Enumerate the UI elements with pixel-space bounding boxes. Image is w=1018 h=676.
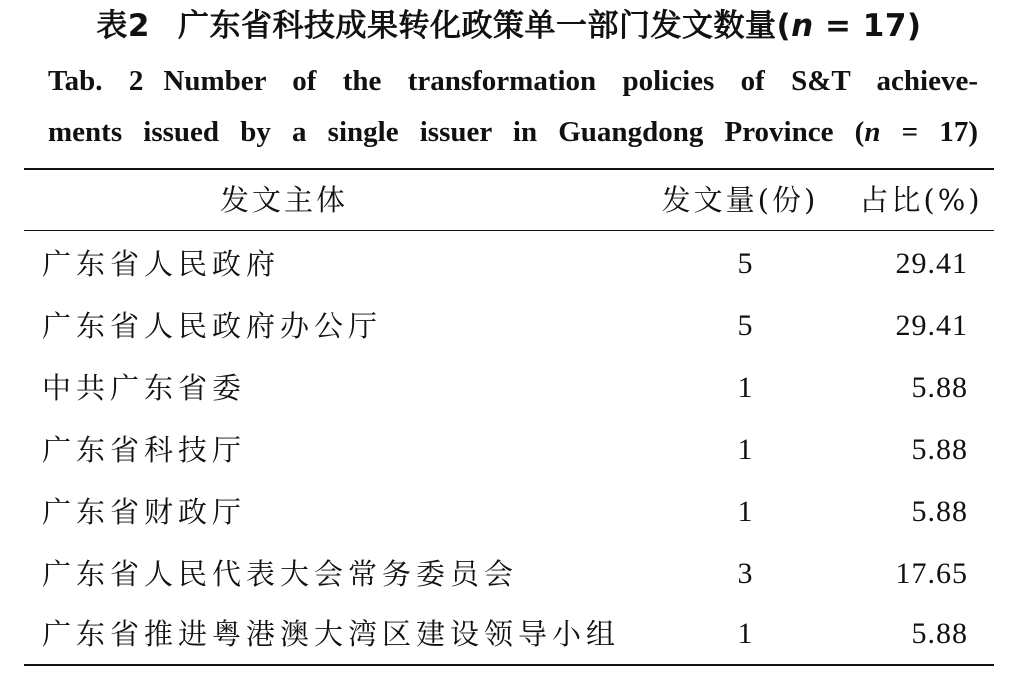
caption-cn-title: 广东省科技成果转化政策单一部门发文数量	[177, 8, 777, 44]
table-row	[0, 233, 1018, 295]
column-header-share: 占比(%)	[859, 183, 983, 217]
count-cell: 3	[737, 557, 753, 590]
issuer-cell: 广东省人民政府办公厅	[42, 309, 383, 343]
count-cell: 1	[737, 371, 753, 404]
issuer-cell: 广东省财政厅	[42, 495, 247, 529]
column-header-issuer: 发文主体	[219, 183, 348, 217]
count-cell: 1	[737, 495, 753, 528]
table-caption-chinese	[0, 4, 1018, 48]
issuer-cell: 广东省人民代表大会常务委员会	[42, 557, 519, 591]
table-header-rule	[24, 230, 994, 231]
caption-en-line2: ments issued by a single issuer in Guangdong Province	[48, 116, 834, 148]
table-row	[0, 481, 1018, 543]
table-top-rule	[24, 168, 994, 170]
issuer-cell: 中共广东省委	[42, 371, 247, 405]
share-cell: 29.41	[895, 247, 968, 280]
share-cell: 5.88	[911, 617, 968, 650]
table-bottom-rule	[24, 664, 994, 666]
table-caption-english-line2	[48, 107, 978, 157]
caption-en-label: Tab. 2	[48, 65, 144, 97]
count-cell: 5	[737, 309, 753, 342]
count-cell: 5	[737, 247, 753, 280]
table-row	[0, 543, 1018, 605]
caption-en-sample-size: (n = 17)	[854, 116, 978, 148]
share-cell: 29.41	[895, 309, 968, 342]
table-row	[0, 295, 1018, 357]
table-caption-english-line1	[48, 56, 978, 106]
share-cell: 17.65	[895, 557, 968, 590]
caption-en-line1: Number of the transformation policies of S&T achieve-	[163, 65, 978, 97]
count-cell: 1	[737, 433, 753, 466]
column-header-count: 发文量(份)	[661, 183, 819, 217]
table-row	[0, 357, 1018, 419]
table-row	[0, 603, 1018, 665]
issuer-cell: 广东省科技厅	[42, 433, 247, 467]
share-cell: 5.88	[911, 371, 968, 404]
share-cell: 5.88	[911, 433, 968, 466]
share-cell: 5.88	[911, 495, 968, 528]
issuer-cell: 广东省推进粤港澳大湾区建设领导小组	[42, 617, 621, 651]
issuer-cell: 广东省人民政府	[42, 247, 281, 281]
caption-cn-label: 表2	[96, 8, 150, 44]
caption-cn-sample-size: (n = 17)	[776, 8, 922, 44]
count-cell: 1	[737, 617, 753, 650]
table-row	[0, 419, 1018, 481]
